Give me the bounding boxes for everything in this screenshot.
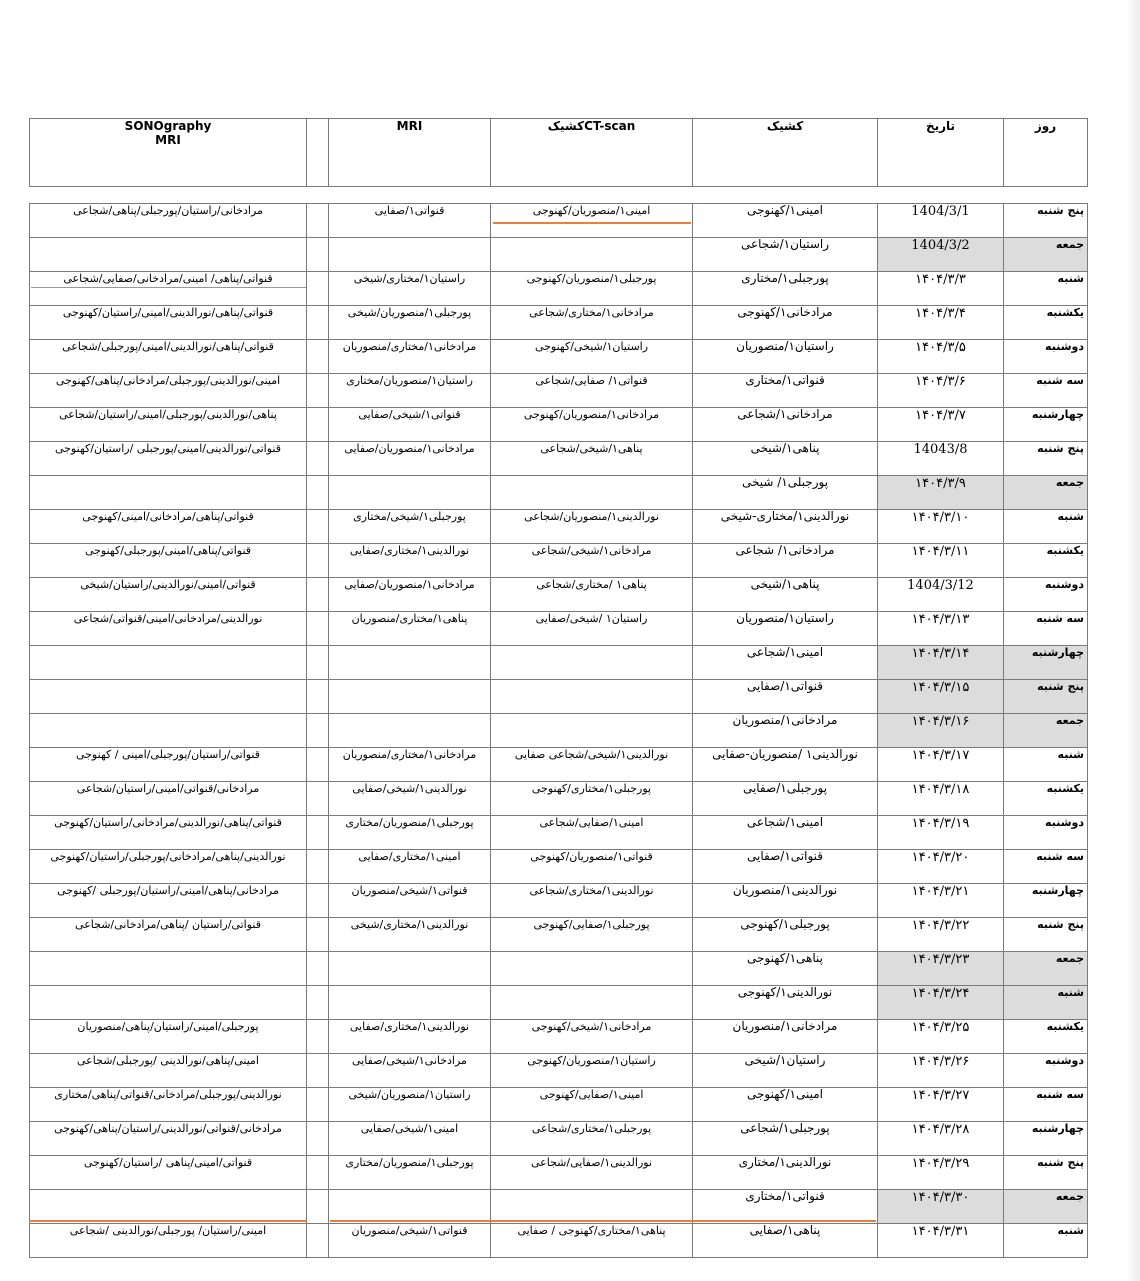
day-cell: چهارشنبه: [1004, 408, 1088, 442]
header-ct-scan: CT-scanکشیک: [491, 119, 693, 187]
gap-cell: [307, 238, 329, 272]
day-cell: پنج شنبه: [1004, 1156, 1088, 1190]
table-row: [30, 476, 1088, 510]
doctor-cell: پورجبلی۱/شجاعی: [693, 1122, 878, 1156]
ct-scan-cell: راستیان۱/شیخی/کهنوجی: [491, 340, 693, 374]
ct-scan-cell: [491, 680, 693, 714]
doctor-cell: راستیان۱/شجاعی: [693, 238, 878, 272]
sonography-cell: قنواتی/پناهی/نورالدینی/امینی/راستیان/کهنوجی: [30, 306, 307, 340]
table-row: [30, 748, 1088, 782]
mri-cell: [329, 952, 491, 986]
doctor-cell: پناهی۱/صفایی: [693, 1224, 878, 1258]
day-cell: سه شنبه: [1004, 612, 1088, 646]
ct-scan-cell: نورالدینی۱/منصوریان/شجاعی: [491, 510, 693, 544]
day-cell: جمعه: [1004, 714, 1088, 748]
mri-cell: [329, 1190, 491, 1224]
gap-cell: [307, 306, 329, 340]
doctor-cell: مرادخانی۱/کهنوجی: [693, 306, 878, 340]
day-cell: پنج شنبه: [1004, 204, 1088, 238]
table-row: [30, 1020, 1088, 1054]
doctor-cell: امینی۱/کهنوجی: [693, 1088, 878, 1122]
doctor-cell: پورجبلی۱/ شیخی: [693, 476, 878, 510]
orange-underline-bottom-right: [330, 1220, 876, 1222]
doctor-cell: امینی۱/کهنوجی: [693, 204, 878, 238]
sonography-cell: قنواتی/پناهی/ امینی/مرادخانی/صفایی/شجاعی: [30, 272, 307, 306]
date-cell: 1404/3/1: [878, 204, 1004, 238]
doctor-cell: پناهی۱/کهنوجی: [693, 952, 878, 986]
header-gap: [307, 119, 329, 187]
date-cell: ۱۴۰۴/۳/۱۳: [878, 612, 1004, 646]
day-cell: شنبه: [1004, 748, 1088, 782]
ct-scan-cell: پناهی۱ /مختاری/شجاعی: [491, 578, 693, 612]
doctor-cell: قنواتی۱/مختاری: [693, 374, 878, 408]
ct-scan-cell: نورالدینی۱/صفایی/شجاعی: [491, 1156, 693, 1190]
sonography-cell: نورالدینی/پناهی/مرادخانی/پورجبلی/راستیان/کهنوجی: [30, 850, 307, 884]
table-row: [30, 1156, 1088, 1190]
date-cell: ۱۴۰۴/۳/۲۳: [878, 952, 1004, 986]
ct-scan-cell: قنواتی۱/منصوریان/کهنوجی: [491, 850, 693, 884]
sonography-cell: امینی/راستیان/ پورجبلی/نورالدینی /شجاعی: [30, 1224, 307, 1258]
sonography-cell: مرادخانی/پناهی/امینی/راستیان/پورجبلی /کهنوجی: [30, 884, 307, 918]
gap-cell: [307, 884, 329, 918]
date-cell: ۱۴۰۴/۳/۳۰: [878, 1190, 1004, 1224]
header-sonography: SONOgraphy MRI: [30, 119, 307, 187]
table-row: [30, 1224, 1088, 1258]
day-cell: چهارشنبه: [1004, 1122, 1088, 1156]
table-row: [30, 238, 1088, 272]
day-cell: یکشنبه: [1004, 544, 1088, 578]
ct-scan-cell: [491, 238, 693, 272]
mri-cell: نورالدینی۱/مختاری/شیخی: [329, 918, 491, 952]
ct-scan-cell: مرادخانی۱/مختاری/شجاعی: [491, 306, 693, 340]
mri-cell: قنواتی۱/شیخی/صفایی: [329, 408, 491, 442]
day-cell: سه شنبه: [1004, 374, 1088, 408]
date-cell: ۱۴۰۴/۳/۳۱: [878, 1224, 1004, 1258]
table-row: [30, 442, 1088, 476]
day-cell: شنبه: [1004, 986, 1088, 1020]
sonography-cell: مرادخانی/راستیان/پورجبلی/پناهی/شجاعی: [30, 204, 307, 238]
ct-scan-cell: مرادخانی۱/شیخی/کهنوجی: [491, 1020, 693, 1054]
gap-cell: [307, 986, 329, 1020]
gap-cell: [307, 1190, 329, 1224]
table-row: [30, 510, 1088, 544]
table-row: [30, 204, 1088, 238]
sonography-cell: [30, 1190, 307, 1224]
gap-cell: [307, 1224, 329, 1258]
gap-cell: [307, 1054, 329, 1088]
day-cell: یکشنبه: [1004, 306, 1088, 340]
ct-scan-cell: [491, 476, 693, 510]
doctor-cell: پورجبلی۱/صفایی: [693, 782, 878, 816]
gap-cell: [307, 204, 329, 238]
sonography-cell: قنواتی/پناهی/نورالدینی/مرادخانی/راستیان/کهنوجی: [30, 816, 307, 850]
day-cell: شنبه: [1004, 1224, 1088, 1258]
day-cell: سه شنبه: [1004, 1088, 1088, 1122]
day-cell: شنبه: [1004, 510, 1088, 544]
day-cell: پنج شنبه: [1004, 680, 1088, 714]
date-cell: ۱۴۰۴/۳/۲۶: [878, 1054, 1004, 1088]
gap-cell: [307, 374, 329, 408]
day-cell: پنج شنبه: [1004, 918, 1088, 952]
date-cell: ۱۴۰۴/۳/۲۵: [878, 1020, 1004, 1054]
ct-scan-cell: امینی۱/صفایی/کهنوجی: [491, 1088, 693, 1122]
gap-cell: [307, 918, 329, 952]
day-cell: یکشنبه: [1004, 1020, 1088, 1054]
day-cell: جمعه: [1004, 952, 1088, 986]
day-cell: یکشنبه: [1004, 782, 1088, 816]
on-call-schedule-table: [29, 118, 1088, 1258]
day-cell: دوشنبه: [1004, 578, 1088, 612]
table-row: [30, 918, 1088, 952]
table-row: [30, 544, 1088, 578]
ct-scan-cell: پناهی۱/مختاری/کهنوجی / صفایی: [491, 1224, 693, 1258]
doctor-cell: پناهی۱/شیخی: [693, 442, 878, 476]
ct-scan-cell: [491, 952, 693, 986]
doctor-cell: قنواتی۱/مختاری: [693, 1190, 878, 1224]
gap-cell: [307, 476, 329, 510]
gap-cell: [307, 1088, 329, 1122]
ct-scan-cell: پورجبلی۱/منصوریان/کهنوجی: [491, 272, 693, 306]
day-cell: جمعه: [1004, 476, 1088, 510]
mri-cell: امینی۱/مختاری/صفایی: [329, 850, 491, 884]
mri-cell: [329, 476, 491, 510]
doctor-cell: قنواتی۱/صفایی: [693, 680, 878, 714]
mri-cell: راستیان۱/منصوریان/شیخی: [329, 1088, 491, 1122]
mri-cell: نورالدینی۱/شیخی/صفایی: [329, 782, 491, 816]
gap-cell: [307, 1020, 329, 1054]
table-row: [30, 612, 1088, 646]
sonography-cell: قنواتی/راستیان /پناهی/مرادخانی/شجاعی: [30, 918, 307, 952]
date-cell: ۱۴۰۴/۳/۱۹: [878, 816, 1004, 850]
date-cell: ۱۴۰۴/۳/۹: [878, 476, 1004, 510]
date-cell: 1404/3/2: [878, 238, 1004, 272]
sonography-cell: قنواتی/نورالدینی/امینی/پورجبلی /راستیان/کهنوجی: [30, 442, 307, 476]
ct-scan-cell: مرادخانی۱/شیخی/شجاعی: [491, 544, 693, 578]
gap-cell: [307, 714, 329, 748]
gap-cell: [307, 748, 329, 782]
gap-cell: [307, 952, 329, 986]
date-cell: ۱۴۰۴/۳/۲۸: [878, 1122, 1004, 1156]
table-row: [30, 884, 1088, 918]
doctor-cell: نورالدینی۱/مختاری-شیخی: [693, 510, 878, 544]
sonography-cell: امینی/نورالدینی/پورجبلی/مرادخانی/پناهی/کهنوجی: [30, 374, 307, 408]
sonography-cell: پورجبلی/امینی/راستیان/پناهی/منصوریان: [30, 1020, 307, 1054]
ct-scan-cell: پورجبلی۱/مختاری/شجاعی: [491, 1122, 693, 1156]
ct-scan-cell: امینی۱/صفایی/شجاعی: [491, 816, 693, 850]
sonography-cell: قنواتی/امینی/نورالدینی/راستیان/شیخی: [30, 578, 307, 612]
day-cell: چهارشنبه: [1004, 646, 1088, 680]
date-cell: ۱۴۰۴/۳/۱۰: [878, 510, 1004, 544]
table-row: [30, 1122, 1088, 1156]
ct-scan-cell: پورجبلی۱/مختاری/کهنوجی: [491, 782, 693, 816]
table-row: [30, 408, 1088, 442]
table-row: [30, 1190, 1088, 1224]
doctor-cell: مرادخانی۱/منصوریان: [693, 714, 878, 748]
ct-scan-cell: امینی۱/منصوریان/کهنوجی: [491, 204, 693, 238]
sonography-cell: [30, 476, 307, 510]
day-cell: پنج شنبه: [1004, 442, 1088, 476]
mri-cell: مرادخانی۱/منصوریان/صفایی: [329, 578, 491, 612]
gap-cell: [307, 612, 329, 646]
mri-cell: [329, 238, 491, 272]
table-row: [30, 1054, 1088, 1088]
doctor-cell: راستیان۱/شیخی: [693, 1054, 878, 1088]
date-cell: ۱۴۰۴/۳/۶: [878, 374, 1004, 408]
gap-cell: [307, 646, 329, 680]
mri-cell: قنواتی۱/شیخی/منصوریان: [329, 1224, 491, 1258]
sonography-cell: مرادخانی/قنواتی/نورالدینی/راستیان/پناهی/کهنوجی: [30, 1122, 307, 1156]
doctor-cell: مرادخانی۱/شجاعی: [693, 408, 878, 442]
sonography-cell: قنواتی/پناهی/نورالدینی/امینی/پورجبلی/شجاعی: [30, 340, 307, 374]
table-row: [30, 578, 1088, 612]
doctor-cell: راستیان۱/منصوریان: [693, 340, 878, 374]
table-row: [30, 782, 1088, 816]
date-cell: ۱۴۰۴/۳/۷: [878, 408, 1004, 442]
date-cell: ۱۴۰۴/۳/۱۶: [878, 714, 1004, 748]
mri-cell: نورالدینی۱/مختاری/صفایی: [329, 544, 491, 578]
date-cell: ۱۴۰۴/۳/۲۷: [878, 1088, 1004, 1122]
mri-cell: راستیان۱/منصوریان/مختاری: [329, 374, 491, 408]
gap-cell: [307, 408, 329, 442]
ct-scan-cell: راستیان۱ /شیخی/صفایی: [491, 612, 693, 646]
mri-cell: پورجبلی۱/منصوریان/شیخی: [329, 306, 491, 340]
date-cell: ۱۴۰۴/۳/۱۴: [878, 646, 1004, 680]
sonography-cell: [30, 238, 307, 272]
mri-cell: پورجبلی۱/شیخی/مختاری: [329, 510, 491, 544]
table-row: [30, 374, 1088, 408]
doctor-cell: پناهی۱/شیخی: [693, 578, 878, 612]
table-row: [30, 714, 1088, 748]
sonography-cell: قنواتی/پناهی/امینی/پورجبلی/کهنوجی: [30, 544, 307, 578]
header-row: [30, 119, 1088, 187]
date-cell: 14043/8: [878, 442, 1004, 476]
day-cell: چهارشنبه: [1004, 884, 1088, 918]
header-spacer: [30, 187, 1088, 204]
doctor-cell: مرادخانی۱/ شجاعی: [693, 544, 878, 578]
date-cell: ۱۴۰۴/۳/۱۵: [878, 680, 1004, 714]
ct-scan-cell: راستیان۱/منصوریان/کهنوجی: [491, 1054, 693, 1088]
day-cell: جمعه: [1004, 1190, 1088, 1224]
day-cell: جمعه: [1004, 238, 1088, 272]
gap-cell: [307, 544, 329, 578]
gap-cell: [307, 850, 329, 884]
gap-cell: [307, 1122, 329, 1156]
table-row: [30, 340, 1088, 374]
date-cell: ۱۴۰۴/۳/۱۷: [878, 748, 1004, 782]
date-cell: ۱۴۰۴/۳/۱۱: [878, 544, 1004, 578]
gap-cell: [307, 510, 329, 544]
header-doctor: کشیک: [693, 119, 878, 187]
mri-cell: پناهی۱/مختاری/منصوریان: [329, 612, 491, 646]
mri-cell: امینی۱/شیخی/صفایی: [329, 1122, 491, 1156]
date-cell: ۱۴۰۴/۳/۵: [878, 340, 1004, 374]
ct-scan-cell: [491, 714, 693, 748]
doctor-cell: پورجبلی۱/مختاری: [693, 272, 878, 306]
orange-underline-bottom-left: [29, 1220, 306, 1222]
day-cell: دوشنبه: [1004, 340, 1088, 374]
table-row: [30, 272, 1088, 306]
day-cell: دوشنبه: [1004, 1054, 1088, 1088]
gap-cell: [307, 782, 329, 816]
sonography-cell: پناهی/نورالدینی/پورجبلی/امینی/راستیان/شجاعی: [30, 408, 307, 442]
doctor-cell: پورجبلی۱/کهنوجی: [693, 918, 878, 952]
doctor-cell: نورالدینی۱/منصوریان: [693, 884, 878, 918]
date-cell: ۱۴۰۴/۳/۲۴: [878, 986, 1004, 1020]
sonography-cell: امینی/پناهی/نورالدینی /پورجبلی/شجاعی: [30, 1054, 307, 1088]
date-cell: ۱۴۰۴/۳/۳: [878, 272, 1004, 306]
sonography-cell: نورالدینی/پورجبلی/مرادخانی/قنواتی/پناهی/مختاری: [30, 1088, 307, 1122]
table-row: [30, 680, 1088, 714]
date-cell: ۱۴۰۴/۳/۲۹: [878, 1156, 1004, 1190]
page-edge-shadow: [1126, 0, 1140, 1281]
mri-cell: قنواتی۱/شیخی/منصوریان: [329, 884, 491, 918]
mri-cell: [329, 680, 491, 714]
ct-scan-cell: قنواتی۱/ صفایی/شجاعی: [491, 374, 693, 408]
sonography-cell: قنواتی/پناهی/مرادخانی/امینی/کهنوجی: [30, 510, 307, 544]
date-cell: ۱۴۰۴/۳/۲۲: [878, 918, 1004, 952]
sonography-cell: [30, 952, 307, 986]
table-row: [30, 850, 1088, 884]
sonography-cell: [30, 714, 307, 748]
mri-cell: مرادخانی۱/مختاری/منصوریان: [329, 340, 491, 374]
mri-cell: پورجبلی۱/منصوریان/مختاری: [329, 1156, 491, 1190]
schedule-body: [30, 204, 1088, 1258]
header-day: روز: [1004, 119, 1088, 187]
header-mri: MRI: [329, 119, 491, 187]
sonography-cell: [30, 646, 307, 680]
gap-cell: [307, 816, 329, 850]
day-cell: سه شنبه: [1004, 850, 1088, 884]
doctor-cell: نورالدینی۱/کهنوجی: [693, 986, 878, 1020]
sonography-cell: مرادخانی/قنواتی/امینی/راستیان/شجاعی: [30, 782, 307, 816]
sonography-cell: [30, 986, 307, 1020]
mri-cell: قنواتی۱/صفایی: [329, 204, 491, 238]
doctor-cell: قنواتی۱/صفایی: [693, 850, 878, 884]
ct-scan-cell: [491, 646, 693, 680]
table-row: [30, 306, 1088, 340]
doctor-cell: نورالدینی۱/مختاری: [693, 1156, 878, 1190]
mri-cell: مرادخانی۱/مختاری/منصوریان: [329, 748, 491, 782]
table-row: [30, 952, 1088, 986]
gap-cell: [307, 1156, 329, 1190]
orange-underline-ct: [493, 222, 691, 224]
gap-cell: [307, 442, 329, 476]
mri-cell: مرادخانی۱/شیخی/صفایی: [329, 1054, 491, 1088]
table-row: [30, 816, 1088, 850]
mri-cell: پورجبلی۱/منصوریان/مختاری: [329, 816, 491, 850]
doctor-cell: امینی۱/شجاعی: [693, 646, 878, 680]
ct-scan-cell: نورالدینی۱/مختاری/شجاعی: [491, 884, 693, 918]
mri-cell: [329, 714, 491, 748]
table-row: [30, 646, 1088, 680]
doctor-cell: راستیان۱/منصوریان: [693, 612, 878, 646]
gap-cell: [307, 680, 329, 714]
mri-cell: [329, 986, 491, 1020]
gap-cell: [307, 272, 329, 306]
date-cell: 1404/3/12: [878, 578, 1004, 612]
day-cell: دوشنبه: [1004, 816, 1088, 850]
gap-cell: [307, 578, 329, 612]
ct-scan-cell: نورالدینی۱/شیخی/شجاعی صفایی: [491, 748, 693, 782]
table-row: [30, 986, 1088, 1020]
ct-scan-cell: مرادخانی۱/منصوریان/کهنوجی: [491, 408, 693, 442]
doctor-cell: امینی۱/شجاعی: [693, 816, 878, 850]
date-cell: ۱۴۰۴/۳/۴: [878, 306, 1004, 340]
doctor-cell: مرادخانی۱/منصوریان: [693, 1020, 878, 1054]
sonography-cell: قنواتی/امینی/پناهی /راستیان/کهنوجی: [30, 1156, 307, 1190]
ct-scan-cell: پناهی۱/شیخی/شجاعی: [491, 442, 693, 476]
mri-cell: مرادخانی۱/منصوریان/صفایی: [329, 442, 491, 476]
date-cell: ۱۴۰۴/۳/۲۰: [878, 850, 1004, 884]
date-cell: ۱۴۰۴/۳/۱۸: [878, 782, 1004, 816]
ct-scan-cell: [491, 986, 693, 1020]
table-row: [30, 1088, 1088, 1122]
mri-cell: نورالدینی۱/مختاری/صفایی: [329, 1020, 491, 1054]
mri-cell: راستیان۱/مختاری/شیخی: [329, 272, 491, 306]
gap-cell: [307, 340, 329, 374]
sonography-cell: قنواتی/راستیان/پورجبلی/امینی / کهنوجی: [30, 748, 307, 782]
sonography-cell: نورالدینی/مرادخانی/امینی/قنواتی/شجاعی: [30, 612, 307, 646]
mri-cell: [329, 646, 491, 680]
ct-scan-cell: [491, 1190, 693, 1224]
day-cell: شنبه: [1004, 272, 1088, 306]
header-date: تاریخ: [878, 119, 1004, 187]
sonography-cell: [30, 680, 307, 714]
date-cell: ۱۴۰۴/۳/۲۱: [878, 884, 1004, 918]
orange-underline-sono: [31, 287, 306, 288]
ct-scan-cell: پورجبلی۱/صفایی/کهنوجی: [491, 918, 693, 952]
doctor-cell: نورالدینی۱ /منصوریان-صفایی: [693, 748, 878, 782]
